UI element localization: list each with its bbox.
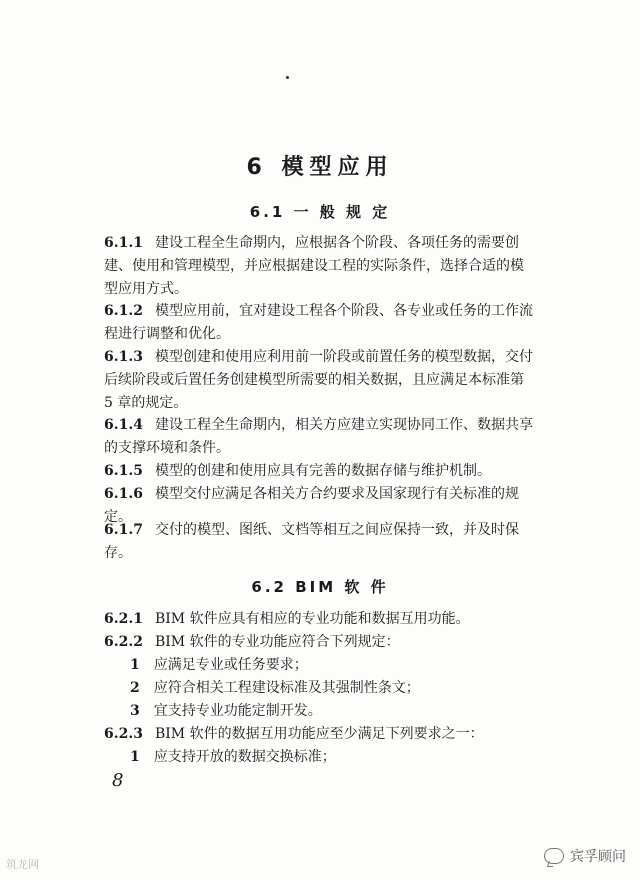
clause-number: 6.1.3 — [104, 349, 143, 365]
clause-6-1-3 — [104, 346, 534, 415]
clause-text: 模型创建和使用应利用前一阶段或前置任务的模型数据，交付后续阶段或后置任务创建模型所需要的相关数据，且应满足本标准第 5 章的规定。 — [104, 349, 533, 411]
list-item — [130, 746, 530, 769]
clause-6-1-7 — [104, 519, 534, 565]
clause-number: 6.2.1 — [104, 611, 143, 627]
page-number: 8 — [112, 770, 124, 791]
list-item — [130, 700, 530, 723]
clause-number: 6.1.4 — [104, 417, 143, 433]
clause-text: BIM 软件的数据互用功能应至少满足下列要求之一： — [154, 726, 484, 742]
item-text: 应支持开放的数据交换标准； — [153, 749, 336, 765]
clause-text: BIM 软件应具有相应的专业功能和数据互用功能。 — [154, 611, 470, 627]
clause-text: 模型交付应满足各相关方合约要求及国家现行有关标准的规定。 — [104, 486, 519, 525]
clause-6-2-3 — [104, 723, 534, 746]
clause-text: 模型的创建和使用应具有完善的数据存储与维护机制。 — [154, 463, 491, 479]
clause-number: 6.1.1 — [104, 235, 143, 251]
clause-number: 6.1.5 — [104, 463, 143, 479]
clause-6-1-1 — [104, 232, 534, 301]
item-text: 宜支持专业功能定制开发。 — [153, 703, 322, 719]
clause-6-1-2 — [104, 300, 534, 346]
clause-number: 6.1.6 — [104, 486, 143, 502]
watermark-right — [544, 846, 626, 866]
clause-6-2-2 — [104, 631, 534, 654]
clause-text: 交付的模型、图纸、文档等相互之间应保持一致，并及时保存。 — [104, 522, 519, 561]
chapter-title: 6 模型应用 — [246, 155, 394, 180]
item-text: 应符合相关工程建设标准及其强制性条文； — [153, 680, 420, 696]
item-number: 2 — [130, 680, 140, 696]
clause-text: BIM 软件的专业功能应符合下列规定： — [154, 634, 400, 650]
clause-number: 6.2.3 — [104, 726, 143, 742]
section-title-6-2: 6.2 BIM 软 件 — [251, 578, 389, 596]
item-number: 3 — [130, 703, 140, 719]
item-text: 应满足专业或任务要求； — [153, 657, 308, 673]
clause-number: 6.1.2 — [104, 303, 143, 319]
clause-number: 6.2.2 — [104, 634, 143, 650]
list-item — [130, 677, 530, 700]
item-number: 1 — [130, 657, 140, 673]
watermark-right-text: 宾孚顾问 — [570, 849, 626, 865]
clause-6-1-5 — [104, 460, 534, 483]
section-title-6-1: 6.1 一 般 规 定 — [249, 203, 391, 221]
watermark-left: 筑龙网 — [6, 858, 39, 871]
clause-number: 6.1.7 — [104, 522, 143, 538]
decorative-dot — [286, 76, 289, 79]
list-item — [130, 654, 530, 677]
clause-text: 建设工程全生命期内，相关方应建立实现协同工作、数据共享的支撑环境和条件。 — [104, 417, 533, 456]
wechat-icon — [544, 848, 564, 864]
clause-6-2-1 — [104, 608, 534, 631]
clause-text: 模型应用前，宜对建设工程各个阶段、各专业或任务的工作流程进行调整和优化。 — [104, 303, 533, 342]
clause-6-1-4 — [104, 414, 534, 460]
clause-text: 建设工程全生命期内，应根据各个阶段、各项任务的需要创建、使用和管理模型，并应根据建设工程的实际条件，选择合适的模型应用方式。 — [104, 235, 524, 297]
item-number: 1 — [130, 749, 140, 765]
